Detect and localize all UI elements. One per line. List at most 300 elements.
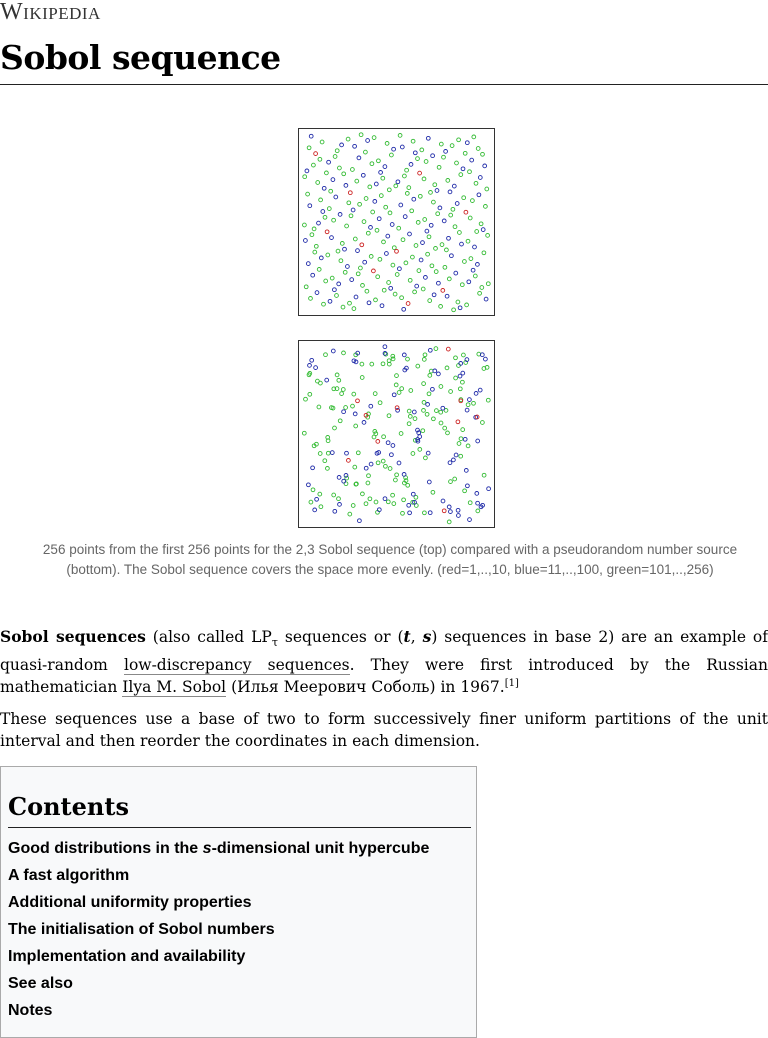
sobol-point [467,280,471,284]
sobol-point [309,297,313,301]
sobol-point [465,141,469,145]
pseudorandom-point [318,452,322,456]
sobol-point [325,230,329,234]
pseudorandom-point [432,417,436,421]
pseudorandom-point [395,374,399,378]
sobol-point [435,189,439,193]
pseudorandom-point [358,519,362,523]
sobol-point [400,296,404,300]
sobol-point [322,186,326,190]
pseudorandom-point [461,428,465,432]
pseudorandom-point [461,380,465,384]
pseudorandom-point [364,466,368,470]
pseudorandom-point [486,398,490,402]
page-title: Sobol sequence [0,38,281,77]
sobol-point [405,192,409,196]
pseudorandom-point [447,505,451,509]
sobol-point [398,134,402,138]
pseudorandom-point [391,444,395,448]
pseudorandom-point [394,383,398,387]
sobol-point [450,254,454,258]
pseudorandom-point [481,421,485,425]
sobol-point [398,267,402,271]
pseudorandom-point [468,518,472,522]
sobol-point [426,136,430,140]
toc-list [8,835,429,1024]
pseudorandom-point [353,412,357,416]
sobol-point [387,188,391,192]
pseudorandom-point [356,451,360,455]
sobol-point [408,232,412,236]
sobol-point [482,251,486,255]
sobol-point [317,221,321,225]
pseudorandom-point [422,358,426,362]
pseudorandom-point [338,419,342,423]
sobol-point [339,259,343,263]
sobol-point [374,182,378,186]
pseudorandom-point [434,347,438,351]
toc-item-see-also[interactable]: See also [8,975,73,992]
sobol-point [347,201,351,205]
pseudorandom-point [384,464,388,468]
pseudorandom-point [315,497,319,501]
sobol-point [312,227,316,231]
sobol-point [395,273,399,277]
sobol-point [445,294,449,298]
sobol-point [392,246,396,250]
pseudorandom-point [324,353,328,357]
pseudorandom-point [386,441,390,445]
sobol-point [439,142,443,146]
sobol-point [421,287,425,291]
sobol-point [484,297,488,301]
sobol-point [354,295,358,299]
sobol-point [366,139,370,143]
sobol-point [374,298,378,302]
pseudorandom-point [445,366,449,370]
pseudorandom-point [317,405,321,409]
sobol-point [380,304,384,308]
sobol-point [481,228,485,232]
sobol-point [463,151,467,155]
pseudorandom-point [447,520,451,524]
pseudorandom-point [311,488,315,492]
sobol-point [314,152,318,156]
sobol-point [344,184,348,188]
sobol-point [437,165,441,169]
pseudorandom-point [400,387,404,391]
sobol-point [424,276,428,280]
sobol-point [357,156,361,160]
sobol-point [396,180,400,184]
sobol-point [418,171,422,175]
sobol-point [340,242,344,246]
sobol-point [377,159,381,163]
sobol-point [461,167,465,171]
sobol-point [381,176,385,180]
sobol-point [349,214,353,218]
pseudorandom-point [407,503,411,507]
sobol-point [403,215,407,219]
sobol-point [434,247,438,251]
sobol-point [340,143,344,147]
pseudorandom-point [390,453,394,457]
sobol-point [409,163,413,167]
sobol-point [379,171,383,175]
pseudorandom-point [441,499,445,503]
sobol-point [308,204,312,208]
sobol-point [327,160,331,164]
sobol-point [432,293,436,297]
sobol-point [479,222,483,226]
sobol-point [352,307,356,311]
pseudorandom-point [422,409,426,413]
sobol-point [375,228,379,232]
pseudorandom-point [388,467,392,471]
sobol-point [303,223,307,227]
toc-divider [8,827,471,828]
pseudorandom-point [443,426,447,430]
sobol-point [361,284,365,288]
pseudorandom-point [431,387,435,391]
sobol-point [473,245,477,249]
sobol-point [389,286,393,290]
sobol-point [402,307,406,311]
sobol-point [338,213,342,217]
sobol-point [331,178,335,182]
pseudorandom-point [449,390,453,394]
sobol-point [304,239,308,243]
toc-item-good-distributions[interactable]: Good distributions in the s-dimensional unit hypercube [8,840,430,857]
sobol-point [476,147,480,151]
toc-title: Contents [8,792,129,821]
pseudorandom-point [408,415,412,419]
pseudorandom-point [342,479,346,483]
pseudorandom-point [474,392,478,396]
pseudorandom-point [399,432,403,436]
sobol-point [328,299,332,303]
sobol-point [456,300,460,304]
toc-item-uniformity[interactable]: Additional uniformity properties [8,894,252,911]
pseudorandom-point [402,353,406,357]
pseudorandom-point [428,348,432,352]
intro-paragraph-2: These sequences use a base of two to form successively finer uniform partitions of the unit interval and then reorder the coordinates in each dimension. [0,710,768,750]
sobol-point [429,191,433,195]
sobol-point [390,153,394,157]
toc-item-notes[interactable]: Notes [8,1002,53,1019]
pseudorandom-point [378,401,382,405]
sobol-point [304,285,308,289]
sobol-point [464,210,468,214]
sobol-point [358,202,362,206]
sobol-point [395,249,399,253]
sobol-point [420,148,424,152]
sobol-point [478,176,482,180]
pseudorandom-point [395,473,399,477]
sobol-point [468,170,472,174]
pseudorandom-point [335,373,339,377]
pseudorandom-point [466,444,470,448]
sobol-point [413,290,417,294]
pseudorandom-point [428,511,432,515]
pseudorandom-point [369,404,373,408]
sobol-point [436,212,440,216]
sobol-point [394,184,398,188]
pseudorandom-point [425,412,429,416]
sobol-point [383,165,387,169]
sobol-point [460,283,464,287]
sobol-point [477,193,481,197]
sobol-point [437,281,441,285]
sobol-point [365,289,369,293]
pseudorandom-point [391,493,395,497]
pseudorandom-point [372,435,376,439]
sobol-point [476,263,480,267]
pseudorandom-point [323,459,327,463]
pseudorandom-point [337,497,341,501]
pseudorandom-point [373,392,377,396]
sobol-point [311,273,315,277]
sobol-point [431,154,435,158]
pseudorandom-point [458,374,462,378]
sobol-point [351,168,355,172]
pseudorandom-point [457,514,461,518]
sobol-point [321,210,325,214]
link-ilya-sobol[interactable]: Ilya M. Sobol [122,678,227,697]
pseudorandom-point [383,345,387,349]
pseudorandom-point [412,410,416,414]
pseudorandom-point [344,406,348,410]
sobol-point [438,206,442,210]
sobol-point [325,171,329,175]
pseudorandom-point [459,437,463,441]
pseudorandom-point [448,461,452,465]
sobol-point [382,288,386,292]
sobol-point [323,215,327,219]
reference-1[interactable]: [1] [504,677,519,689]
sobol-point [430,264,434,268]
sobol-point [390,223,394,227]
pseudorandom-point [369,462,373,466]
sobol-point [369,255,373,259]
pseudorandom-point [423,511,427,515]
sobol-point [443,265,447,269]
pseudorandom-point [319,505,323,509]
wikipedia-wordmark[interactable]: Wikipedia [0,0,101,25]
pseudorandom-point [333,426,337,430]
sobol-point [413,151,417,155]
sobol-point [465,303,469,307]
pseudorandom-point [314,366,318,370]
sobol-point [319,256,323,260]
pseudorandom-point [338,503,342,507]
sobol-point [314,244,318,248]
sobol-point [372,269,376,273]
sobol-point [336,249,340,253]
link-low-discrepancy-sequences[interactable]: low-discrepancy sequences [124,656,350,675]
pseudorandom-point [386,500,390,504]
pseudorandom-point [342,351,346,355]
sobol-point [368,185,372,189]
sobol-point [388,211,392,215]
pseudorandom-point [351,504,355,508]
pseudorandom-point [466,484,470,488]
sobol-point [372,136,376,140]
pseudorandom-point [441,406,445,410]
pseudorandom-point [472,401,476,405]
toc-item-fast-algorithm[interactable]: A fast algorithm [8,867,130,884]
sobol-point [425,229,429,233]
sobol-point [332,218,336,222]
sobol-point [434,270,438,274]
sobol-point [481,152,485,156]
sobol-point [310,233,314,237]
pseudorandom-point [427,392,431,396]
pseudorandom-point [361,492,365,496]
pseudorandom-point [331,349,335,353]
pseudorandom-point [395,406,399,410]
sobol-point [405,168,409,172]
pseudorandom-point [309,500,313,504]
pseudorandom-point [439,421,443,425]
pseudorandom-point [342,410,346,414]
pseudorandom-point [424,456,428,460]
sobol-point [422,177,426,181]
sobol-point [450,144,454,148]
sobol-point [362,220,366,224]
sobol-point [459,173,463,177]
pseudorandom-plot[interactable] [298,340,495,528]
pseudorandom-point [397,391,401,395]
sobol-point [303,175,307,179]
sobol-point [472,135,476,139]
sobol-point [319,198,323,202]
title-divider [0,84,768,85]
sobol-point [412,197,416,201]
pseudorandom-point [476,439,480,443]
sobol-point [442,219,446,223]
pseudorandom-point [304,397,308,401]
pseudorandom-point [439,385,443,389]
pseudorandom-point [326,467,330,471]
sobol-point [397,226,401,230]
pseudorandom-point [463,437,467,441]
sobol-point [320,140,324,144]
pseudorandom-point [311,466,315,470]
sobol-point [326,253,330,257]
sobol-point [322,302,326,306]
pseudorandom-point [366,481,370,485]
pseudorandom-point [456,508,460,512]
sobol-point [373,200,377,204]
pseudorandom-point [465,408,469,412]
sobol-point [414,244,418,248]
pseudorandom-point [341,388,345,392]
pseudorandom-point [345,451,349,455]
sobol-point [445,248,449,252]
pseudorandom-point [409,389,413,393]
pseudorandom-point [427,480,431,484]
pseudorandom-point [411,492,415,496]
sobol-point [455,161,459,165]
sobol-point [471,199,475,203]
pseudorandom-point [387,414,391,418]
sobol-plot[interactable] [298,128,495,316]
pseudorandom-point [402,498,406,502]
pseudorandom-point [449,510,453,514]
pseudorandom-point [308,364,312,368]
sobol-point [408,278,412,282]
pseudorandom-point [468,501,472,505]
sobol-point [360,243,364,247]
sobol-point [346,137,350,141]
sobol-point [359,266,363,270]
pseudorandom-point [382,435,386,439]
sobol-point [411,255,415,259]
sobol-point [387,281,391,285]
sobol-point [449,213,453,217]
sobol-point [447,236,451,240]
sobol-point [410,209,414,213]
sobol-point [403,174,407,178]
sobol-point [451,207,455,211]
sobol-point [460,242,464,246]
sobol-point [356,272,360,276]
pseudorandom-point [354,424,358,428]
pseudorandom-point [468,398,472,402]
pseudorandom-point [456,420,460,424]
sobol-point [466,239,470,243]
pseudorandom-point [394,478,398,482]
pseudorandom-point [340,392,344,396]
pseudorandom-point [392,502,396,506]
sobol-point [364,150,368,154]
pseudorandom-point [431,490,435,494]
pseudorandom-point [362,421,366,425]
sobol-point [367,301,371,305]
sobol-point [384,205,388,209]
sobol-point [433,183,437,187]
toc-item-initialisation[interactable]: The initialisation of Sobol numbers [8,921,275,938]
pseudorandom-point [442,509,446,513]
sobol-point [453,225,457,229]
sobol-point [316,181,320,185]
pseudorandom-point [326,451,330,455]
sobol-point [463,260,467,264]
sobol-point [439,305,443,309]
sobol-point [351,208,355,212]
pseudorandom-point [337,378,341,382]
pseudorandom-point [421,429,425,433]
toc-item-implementation[interactable]: Implementation and availability [8,948,246,965]
sobol-point [385,142,389,146]
sobol-point [333,288,337,292]
sobol-point [353,237,357,241]
sobol-point [400,145,404,149]
sobol-point [421,241,425,245]
sobol-point [440,243,444,247]
pseudorandom-point [392,393,396,397]
sobol-point [329,189,333,193]
sobol-point [411,139,415,143]
pseudorandom-point [422,382,426,386]
sobol-point [391,263,395,267]
intro-paragraph-1: Sobol sequences (also called $LP_\tau$ sequences or (t, s) sequences in base 2) are an example of quasi-random low-discrepancy sequences. They were first introduced by the Russian mathematician Ilya M. Sobol (Илья Меерович Соболь) in 1967.[1] [0,627,768,697]
pseudorandom-point [463,489,467,493]
sobol-point [401,238,405,242]
pseudorandom-point [422,401,426,405]
sobol-point [480,286,484,290]
